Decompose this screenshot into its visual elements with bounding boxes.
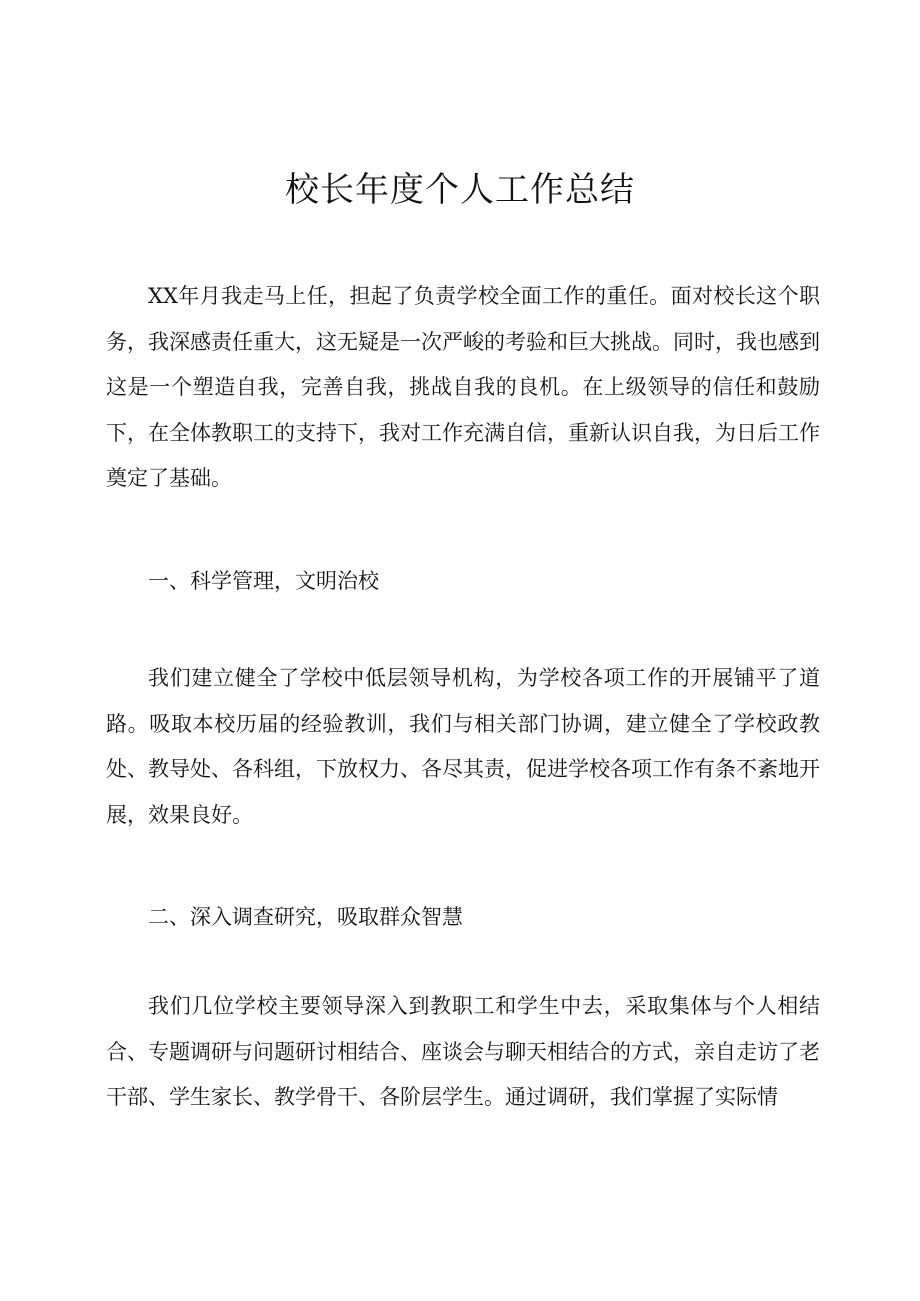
document-title: 校长年度个人工作总结	[285, 170, 635, 210]
section-1-paragraph: 我们建立健全了学校中低层领导机构，为学校各项工作的开展铺平了道路。吸取本校历届的经验教训，我们与相关部门协调，建立健全了学校政教处、教导处、各科组，下放权力、各尽其责，促进学校各项工作有条不紊地开展，效果良好。	[106, 666, 820, 827]
section-2-paragraph: 我们几位学校主要领导深入到教职工和学生中去，采取集体与个人相结合、专题调研与问题研讨相结合、座谈会与聊天相结合的方式，亲自走访了老干部、学生家长、教学骨干、各阶层学生。通过调研，我们掌握了实际情	[106, 994, 820, 1109]
intro-paragraph: XX年月我走马上任，担起了负责学校全面工作的重任。面对校长这个职务，我深感责任重大，这无疑是一次严峻的考验和巨大挑战。同时，我也感到这是一个塑造自我，完善自我，挑战自我的良机。在上级领导的信任和鼓励下，在全体教职工的支持下，我对工作充满自信，重新认识自我，为日后工作奠定了基础。	[106, 284, 820, 490]
section-heading-2: 二、深入调查研究，吸取群众智慧	[148, 905, 463, 929]
section-heading-1: 一、科学管理，文明治校	[148, 569, 379, 593]
